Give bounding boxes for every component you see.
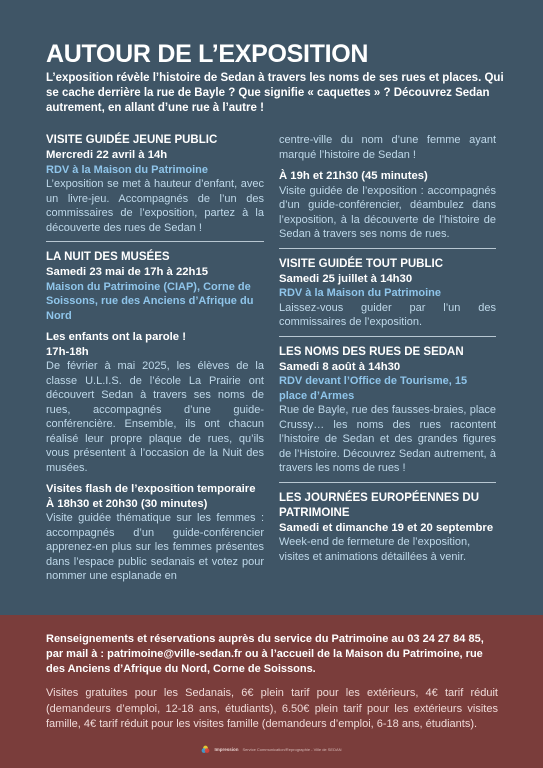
credits-line [0,742,543,756]
subevent-time: À 19h et 21h30 (45 minutes) [279,170,428,182]
event-place: RDV devant l’Office de Tourisme, 15 place d’Armes [279,375,468,402]
spacer [46,475,264,482]
section-title: VISITE GUIDÉE TOUT PUBLIC [279,257,443,270]
print-logo-icon [201,745,210,754]
page-title: AUTOUR DE L’EXPOSITION [46,40,369,68]
left-column [46,133,264,584]
event-date: Samedi 25 juillet à 14h30 [279,272,413,285]
subevent-title: Les enfants ont la parole ! [46,331,186,343]
section-title: VISITE GUIDÉE JEUNE PUBLIC [46,134,218,146]
event-place: RDV à la Maison du Patrimoine [46,163,208,176]
event-date: Samedi et dimanche 19 et 20 septembre [279,521,494,534]
footer-credit: Service Communication/Reprographie - Ville de SEDAN [242,746,342,752]
info-footer [0,615,543,768]
spacer [279,162,496,169]
event-description: L’exposition se met à hauteur d’enfant, avec un livre-jeu. Accompagnés de l’un des commissaires de l’exposition, partez à la découverte des rues de Sedan ! [46,178,264,234]
section-title: LES NOMS DES RUES DE SEDAN [279,345,464,358]
contact-info: Renseignements et réservations auprès du service du Patrimoine au 03 24 27 84 85, par mail à : patrimoine@ville-sedan.fr ou à l’accueil de la Maison du Patrimoine, rue des Anciens d’Afrique du Nord, Corne de Soissons. [46,633,484,675]
event-description: Rue de Bayle, rue des fausses-braies, place Crussy… les noms des rues racontent l’histoire de Sedan et des grandes figures de l’Histoire. Découvrez Sedan autrement, à travers les noms de rues ! [279,404,496,474]
footer-brand: Impression [214,746,239,752]
divider [279,482,496,483]
subevent-time: 17h-18h [46,345,89,358]
subevent-description: De février à mai 2025, les élèves de la classe U.L.I.S. de l’école La Prairie ont découvert Sedan à travers ses noms de rues, accompagnés d’une guide-conférencière. Ensemble, ils ont chacun réalisé leur propre plaque de rues, qu’ils vous présentent à l’occasion de la Nuit des musées. [46,360,264,474]
section-title: LES JOURNÉES EUROPÉENNES DU PATRIMOINE [279,491,480,519]
subevent-description: Visite guidée de l’exposition : accompagnés d’un guide-conférencier, déambulez dans l’exposition, à la découverte de l’histoire de Sedan à travers ses noms de rues. [279,184,496,240]
divider [279,336,496,337]
event-place: RDV à la Maison du Patrimoine [279,287,441,299]
pricing-info: Visites gratuites pour les Sedanais, 6€ plein tarif pour les extérieurs, 4€ tarif réduit (demandeurs d’emploi, 12-18 ans, étudiants), 6.50€ plein tarif pour les extérieurs visites famille, 4€ tarif réduit pour les visites famille (demandeurs d’emploi, 6-18 ans, étudiants). [46,687,498,730]
event-date: Mercredi 22 avril à 14h [46,149,168,161]
event-description: Week-end de fermeture de l’exposition, visites et animations détaillées à venir. [279,536,471,563]
event-place: Maison du Patrimoine (CIAP), Corne de Soissons, rue des Anciens d’Afrique du Nord [46,280,254,322]
event-description: Laissez-vous guider par l’un des commissaires de l’exposition. [279,301,496,328]
event-date: Samedi 8 août à 14h30 [279,360,401,373]
intro-text: L’exposition révèle l’histoire de Sedan à travers les noms de ses rues et places. Qui se cache derrière la rue de Bayle ? Que signifie « caquettes » ? Découvrez Sedan autrement, en allant d’une rue à l’autre ! [46,72,504,114]
section-title: LA NUIT DES MUSÉES [46,251,170,263]
divider [279,248,496,249]
event-date: Samedi 23 mai de 17h à 22h15 [46,266,209,278]
spacer [46,323,264,330]
subevent-title: Visites flash de l’exposition temporaire [46,483,256,495]
subevent-time: À 18h30 et 20h30 (30 minutes) [46,497,208,510]
divider [46,241,264,242]
continued-description: centre-ville du nom d’une femme ayant marqué l’histoire de Sedan ! [279,134,496,161]
right-column [279,133,496,564]
subevent-description: Visite guidée thématique sur les femmes : accompagnés d’un guide-conférencier apprenez-en plus sur les femmes présentes dans l’espace public sedanais et votez pour nommer une esplanade en [46,512,264,582]
